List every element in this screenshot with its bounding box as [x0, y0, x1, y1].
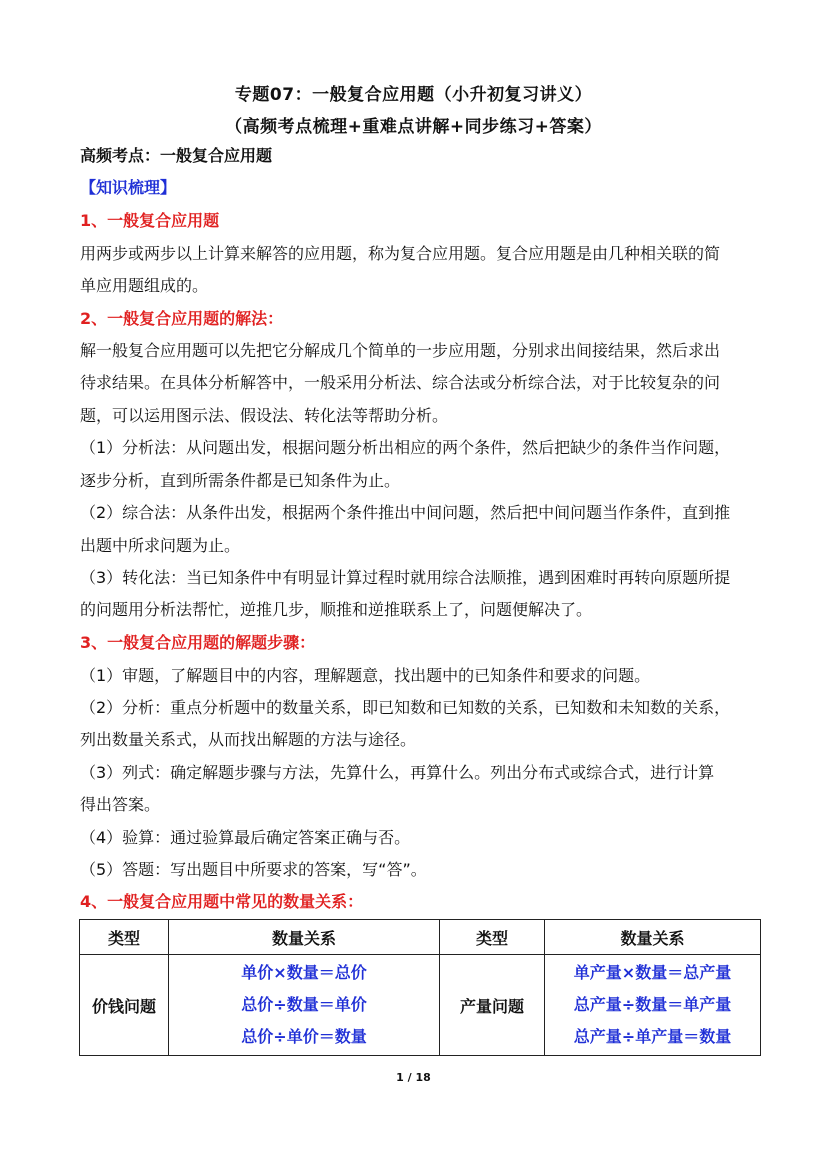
paragraph-line: （3）转化法：当已知条件中有明显计算过程时就用综合法顺推，遇到困难时再转向原题所提 — [80, 568, 731, 587]
output-formulas — [545, 955, 761, 1056]
type-price: 价钱问题 — [80, 955, 169, 1056]
paragraph-line: （1）分析法：从问题出发，根据问题分析出相应的两个条件，然后把缺少的条件当作问题， — [80, 438, 731, 457]
section-1-heading: 1、一般复合应用题 — [80, 211, 220, 230]
table-header-row — [80, 920, 761, 955]
paragraph-line: （2）分析：重点分析题中的数量关系，即已知数和已知数的关系，已知数和未知数的关系， — [80, 698, 731, 717]
price-formulas — [169, 955, 440, 1056]
section-2-heading: 2、一般复合应用题的解法： — [80, 309, 284, 328]
paragraph-line: （1）审题，了解题目中的内容，理解题意，找出题中的已知条件和要求的问题。 — [80, 666, 651, 685]
section-3-heading: 3、一般复合应用题的解题步骤： — [80, 633, 316, 652]
paragraph-line: 逐步分析，直到所需条件都是已知条件为止。 — [80, 471, 401, 490]
paragraph-line: （4）验算：通过验算最后确定答案正确与否。 — [80, 828, 411, 847]
paragraph-line: （5）答题：写出题目中所要求的答案，写“答”。 — [80, 860, 427, 879]
header-type: 类型 — [80, 920, 169, 955]
paragraph-line: 列出数量关系式，从而找出解题的方法与途径。 — [80, 730, 417, 749]
formula: 总产量÷单产量＝数量 — [573, 1027, 732, 1046]
paragraph-line: （2）综合法：从条件出发，根据两个条件推出中间问题，然后把中间问题当作条件，直到推 — [80, 503, 731, 522]
header-relation: 数量关系 — [545, 920, 761, 955]
formula: 总产量÷数量＝单产量 — [573, 995, 732, 1014]
header-relation: 数量关系 — [169, 920, 440, 955]
formula: 总价÷数量＝单价 — [241, 995, 367, 1014]
paragraph-line: 解一般复合应用题可以先把它分解成几个简单的一步应用题，分别求出间接结果，然后求出 — [80, 341, 721, 360]
paragraph-line: 的问题用分析法帮忙，逆推几步，顺推和逆推联系上了，问题便解决了。 — [80, 600, 593, 619]
section-4-heading: 4、一般复合应用题中常见的数量关系： — [80, 892, 364, 911]
paragraph-line: 用两步或两步以上计算来解答的应用题，称为复合应用题。复合应用题是由几种相关联的简 — [80, 244, 721, 263]
page-number: 1 / 18 — [396, 1071, 431, 1084]
doc-title: 专题07：一般复合应用题（小升初复习讲义） — [234, 85, 593, 105]
paragraph-line: 题，可以运用图示法、假设法、转化法等帮助分析。 — [80, 406, 449, 425]
topic-label: 高频考点：一般复合应用题 — [80, 146, 273, 165]
paragraph-line: 得出答案。 — [80, 795, 161, 814]
paragraph-line: （3）列式：确定解题步骤与方法，先算什么，再算什么。列出分布式或综合式，进行计算 — [80, 763, 715, 782]
type-output: 产量问题 — [440, 955, 545, 1056]
formula: 单产量×数量＝总产量 — [573, 963, 732, 982]
paragraph-line: 出题中所求问题为止。 — [80, 536, 241, 555]
formula: 单价×数量＝总价 — [241, 963, 367, 982]
table-row — [80, 955, 761, 1056]
paragraph-line: 单应用题组成的。 — [80, 276, 209, 295]
doc-subtitle: （高频考点梳理+重难点讲解+同步练习+答案） — [225, 117, 602, 137]
paragraph-line: 待求结果。在具体分析解答中，一般采用分析法、综合法或分析综合法，对于比较复杂的问 — [80, 373, 721, 392]
header-type: 类型 — [440, 920, 545, 955]
knowledge-tag: 【知识梳理】 — [80, 178, 177, 197]
quantity-relation-table — [79, 919, 761, 1056]
formula: 总价÷单价＝数量 — [241, 1027, 367, 1046]
